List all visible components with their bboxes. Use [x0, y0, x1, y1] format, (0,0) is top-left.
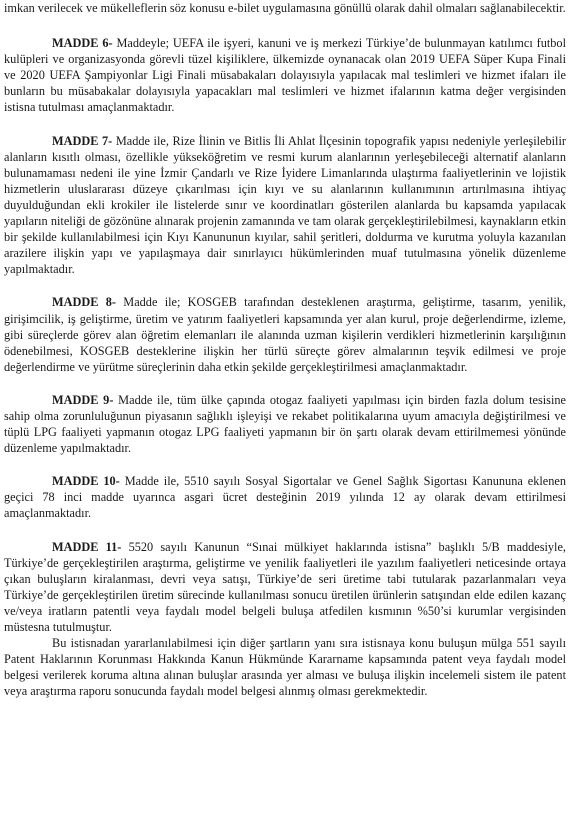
spacer [4, 456, 566, 473]
article-11 [4, 539, 566, 636]
article-10-heading: MADDE 10- [52, 474, 120, 489]
article-6 [4, 35, 566, 115]
article-10 [4, 473, 566, 521]
article-11-text: 5520 sayılı Kanunun “Sınai mülkiyet haklarında istisna” başlıklı 5/B maddesiyle, Türkiye’de gerçekleştirilen araştırma, geliştirme ve yenilik faaliyetleri ile yazılım faaliyetleri neticesinde ortaya çıkan buluşların kiralanması, devri veya satışı, Türkiye’de seri üretime tabi tutularak pazarlanmaları veya Türkiye’de gerçekleştirilen üretim sürecinde kullanılması sonucu üretilen ürünlerin satışından elde edilen kazanç ve/veya iratların patentli veya faydalı model belgeli buluşa atfedilen kısmının %50’si kurumlar vergisinden müstesna tutulmuştur. [4, 539, 566, 634]
article-7 [4, 133, 566, 278]
article-6-text: Maddeyle; UEFA ile işyeri, kanuni ve iş merkezi Türkiye’de bulunmayan katılımcı futbol kulüpleri ve organizasyonda görevli tüzel kişiliklere, ülkemizde oynanacak olan 2019 UEFA Süper Kupa Finali ve 2020 UEFA Şampiyonlar Ligi Finali müsabakaları dolayısıyla yapılacak mal teslimleri ve hizmet ifaları ile bunların bu müsabakalar dolayısıyla yapacakları mal teslimleri ve hizmet ifalarının katma değer vergisinden istisna tutulması amaçlanmaktadır. [4, 36, 566, 115]
article-8-heading: MADDE 8- [52, 295, 116, 310]
article-7-text: Madde ile, Rize İlinin ve Bitlis İli Ahlat İlçesinin topografik yapısı nedeniyle yerleşilebilir alanların kısıtlı olması, özellikle yükseköğretim ve resmi kurum alanlarının yerleşebileceği alternatif alanların bulunamaması nedeni ile yine İzmir Çandarlı ve Rize İyidere Limanlarında ulaştırma faaliyetlerinin ve lojistik hizmetlerin uluslararası düzeye çıkarılması için kıyı ve su alanlarının kullanımının artırılmasına ihtiyaç duyulduğundan ekli krokiler ile listelerde sınır ve koordinatları gösterilen alanlarda bu kapsamda yapılacak yapıların niteliği de gözönüne alınarak projenin zamanında ve tam olarak gerçekleştirilebilmesi, kaynakların etkin bir şekilde kullanılabilmesi için Kıyı Kanununun kıyılar, sahil şeritleri, doldurma ve kurutma yoluyla kazanılan arazilere ilişkin yapı ve yapılaşmaya dair sınırlayıcı hükümlerinden muaf tutulmasına yönelik düzenleme yapılmaktadır. [4, 133, 566, 277]
article-8 [4, 294, 566, 374]
intro-paragraph: imkan verilecek ve mükelleflerin söz konusu e-bilet uygulamasına gönüllü olarak dahil olmaları sağlanabilecektir. [4, 1, 566, 15]
spacer [4, 116, 566, 133]
article-8-text: Madde ile; KOSGEB tarafından desteklenen araştırma, geliştirme, tasarım, yenilik, girişimcilik, iş geliştirme, üretim ve yatırım faaliyetleri kapsamında yer alan kurul, proje değerlendirme, izleme, gibi süreçlerde görev alan öğretim elemanları ile alanında uzman kişilerin verdikleri hizmetlerinin karşılığının ödenebilmesi, KOSGEB desteklerine ilişkin her türlü süreçte görev almalarının teşvik edilmesi ve proje değerlendirme ve yürütme süreçlerinin daha etkin şekilde gerçekleştirilmesi amaçlanmaktadır. [4, 295, 566, 374]
spacer [4, 277, 566, 294]
article-10-text: Madde ile, 5510 sayılı Sosyal Sigortalar ve Genel Sağlık Sigortası Kanununa eklenen geçici 78 inci madde uyarınca asgari ücret desteğinin 2019 yılında 12 ay olarak devam ettirilmesi amaçlanmaktadır. [4, 474, 566, 521]
article-9 [4, 392, 566, 456]
spacer [4, 522, 566, 539]
article-9-heading: MADDE 9- [52, 392, 114, 407]
article-6-heading: MADDE 6- [52, 36, 113, 51]
spacer [4, 375, 566, 392]
article-7-heading: MADDE 7- [52, 133, 113, 148]
article-11-continuation: Bu istisnadan yararlanılabilmesi için diğer şartların yanı sıra istisnaya konu buluşun mülga 551 sayılı Patent Haklarının Korunması Hakkında Kanun Hükmünde Kararname kapsamında patent veya faydalı model belgesi verilerek koruma altına alınan buluşlar arasında yer alması ve buluşa ilişkin incelemeli sistem ile patent veya araştırma raporu sonucunda faydalı model belgesi alınmış olması gerekmektedir. [4, 636, 566, 699]
spacer [4, 16, 566, 35]
article-9-text: Madde ile, tüm ülke çapında otogaz faaliyeti yapılması için birden fazla dolum tesisine sahip olma zorunluluğunun piyasanın sağlıklı işleyişi ve rekabet politikalarına uyum amacıyla değiştirilmesi ve tüplü LPG faaliyeti yapmanın otogaz LPG faaliyeti yapmanın bir ön şartı olarak devam ettirilmemesi yönünde düzenleme yapılmaktadır. [4, 392, 566, 456]
article-11-heading: MADDE 11- [52, 539, 122, 554]
